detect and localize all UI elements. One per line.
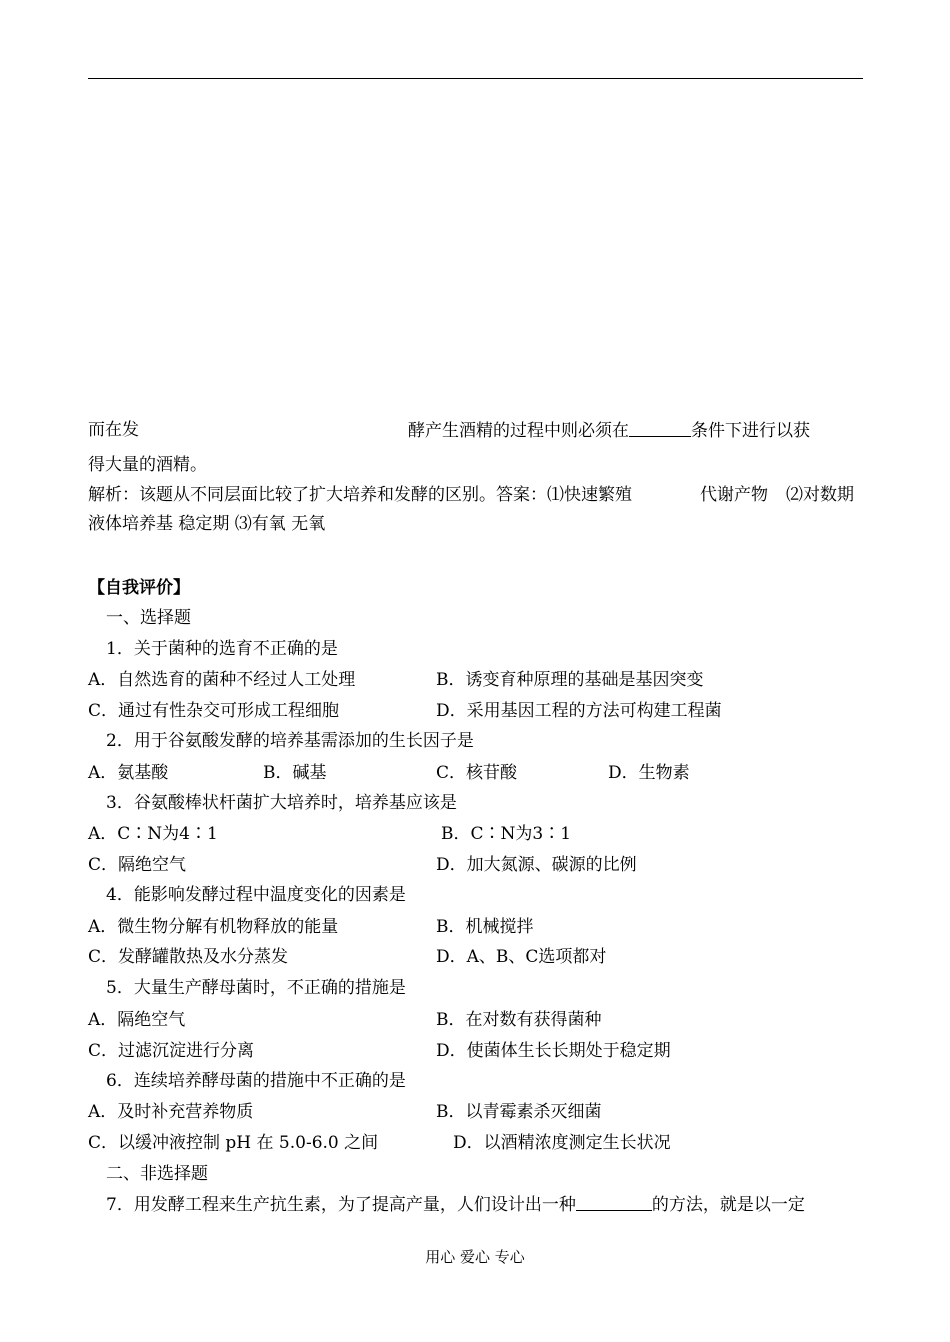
option-c: C．过滤沉淀进行分离	[88, 1041, 255, 1061]
option-d: D．使菌体生长长期处于稳定期	[436, 1041, 671, 1061]
option-c: C．发酵罐散热及水分蒸发	[88, 947, 289, 967]
option-a: A．微生物分解有机物释放的能量	[88, 917, 339, 937]
header-rule	[88, 78, 863, 79]
option-a: A．及时补充营养物质	[88, 1102, 254, 1122]
option-d: D．采用基因工程的方法可构建工程菌	[436, 701, 722, 721]
option-d: D．生物素	[608, 763, 690, 783]
text-segment: 而在发	[88, 420, 139, 440]
text-segment: 解析：该题从不同层面比较了扩大培养和发酵的区别。答案：⑴快速繁殖	[88, 485, 632, 505]
section-title-choice: 一、选择题	[106, 608, 191, 628]
question-stem: 4．能影响发酵过程中温度变化的因素是	[106, 885, 406, 905]
question-stem: 2．用于谷氨酸发酵的培养基需添加的生长因子是	[106, 731, 474, 751]
option-d: D．加大氮源、碳源的比例	[436, 855, 637, 875]
option-c: C．隔绝空气	[88, 855, 187, 875]
text-segment: ⑵对数期	[786, 485, 854, 505]
option-a: A．隔绝空气	[88, 1010, 186, 1030]
question-stem: 5．大量生产酵母菌时，不正确的措施是	[106, 978, 406, 998]
option-b: B．在对数有获得菌种	[436, 1010, 602, 1030]
analysis-line-1	[88, 419, 863, 441]
question-stem: 6．连续培养酵母菌的措施中不正确的是	[106, 1071, 406, 1091]
text-segment: 代谢产物	[700, 485, 768, 505]
text-segment: 的方法，就是以一定	[651, 1195, 805, 1215]
text-segment: 酵产生酒精的过程中则必须在	[408, 421, 629, 441]
page-footer: 用心 爱心 专心	[425, 1248, 525, 1266]
answer-blank	[576, 1193, 652, 1211]
answer-blank	[629, 419, 691, 437]
text-segment: 7．用发酵工程来生产抗生素，为了提高产量，人们设计出一种	[106, 1195, 576, 1215]
analysis-line-3	[88, 484, 863, 506]
option-d: D．A、B、C选项都对	[436, 947, 607, 967]
option-c: C．以缓冲液控制 pH 在 5.0-6.0 之间	[88, 1133, 379, 1153]
option-a: A．氨基酸	[88, 763, 169, 783]
option-b: B．诱变育种原理的基础是基因突变	[436, 670, 704, 690]
option-a: A．C∶N为4∶1	[88, 824, 218, 844]
analysis-line-2: 得大量的酒精。	[88, 455, 207, 475]
option-d: D．以酒精浓度测定生长状况	[453, 1133, 671, 1153]
section-heading: 【自我评价】	[88, 578, 190, 598]
section-title-nonchoice: 二、非选择题	[106, 1164, 208, 1184]
option-a: A．自然选育的菌种不经过人工处理	[88, 670, 356, 690]
option-c: C．核苷酸	[436, 763, 518, 783]
question-7-line	[106, 1193, 863, 1216]
text-segment: 条件下进行以获	[691, 421, 810, 441]
option-b: B．C∶N为3∶1	[441, 824, 572, 844]
analysis-line-4: 液体培养基 稳定期 ⑶有氧 无氧	[88, 514, 326, 534]
option-b: B．机械搅拌	[436, 917, 534, 937]
option-b: B．以青霉素杀灭细菌	[436, 1102, 602, 1122]
option-c: C．通过有性杂交可形成工程细胞	[88, 701, 340, 721]
option-b: B．碱基	[263, 763, 327, 783]
question-stem: 3．谷氨酸棒状杆菌扩大培养时，培养基应该是	[106, 793, 457, 813]
question-stem: 1．关于菌种的选育不正确的是	[106, 639, 338, 659]
